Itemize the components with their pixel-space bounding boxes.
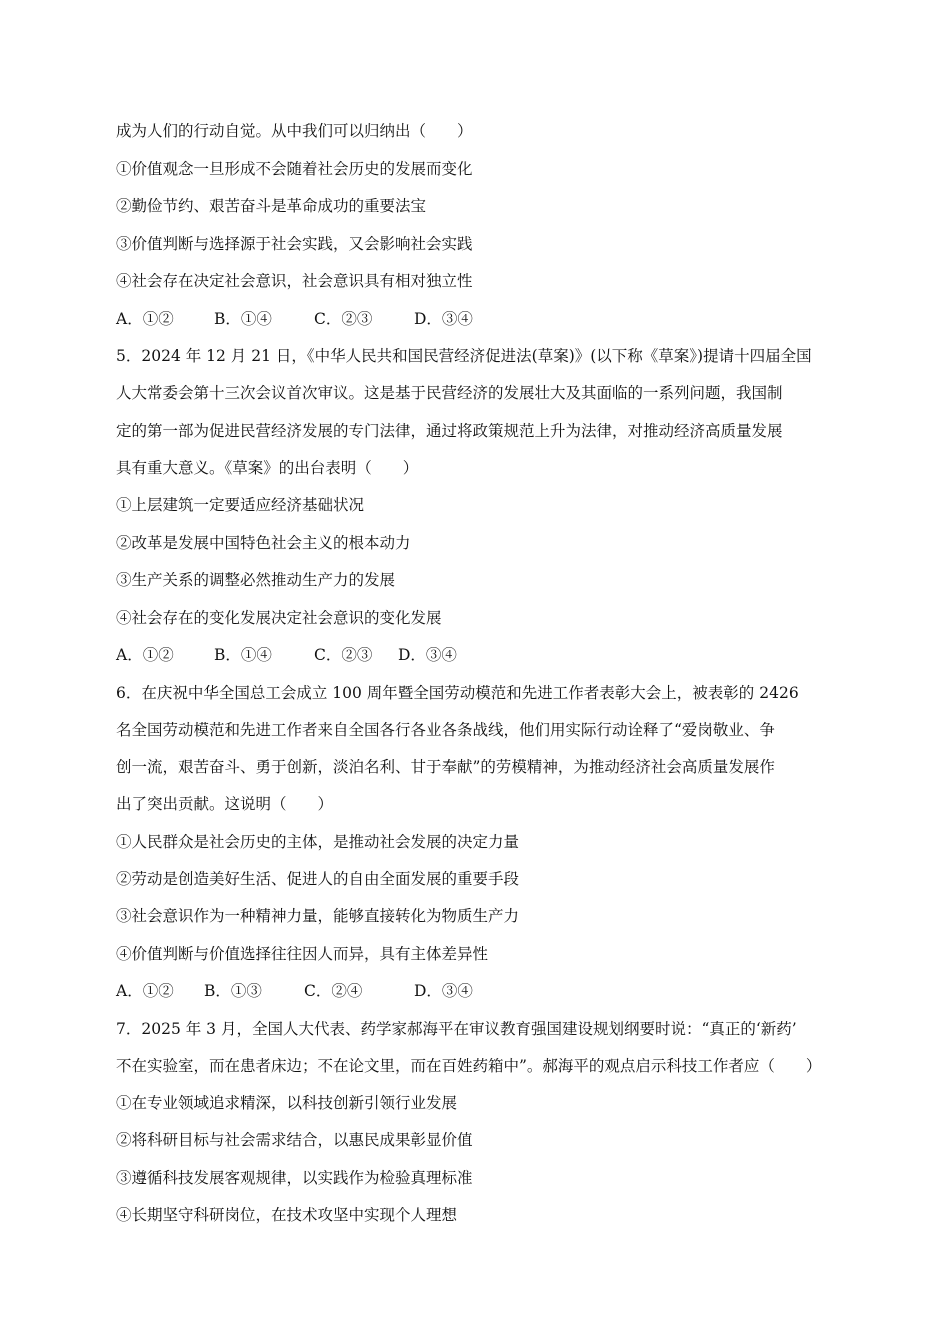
q7-stem-line-1: 7．2025 年 3 月，全国人大代表、药学家郝海平在审议教育强国建设规划纲要时说：“真正的‘新药’ — [116, 1020, 797, 1038]
q6-stem-line-1: 6．在庆祝中华全国总工会成立 100 周年暨全国劳动模范和先进工作者表彰大会上，被表彰的 2426 — [116, 684, 799, 702]
q6-choice-c: C．②④ — [304, 982, 363, 1000]
q4-stem-tail: 成为人们的行动自觉。从中我们可以归纳出（ ） — [116, 122, 473, 140]
q4-choice-d: D．③④ — [414, 310, 473, 328]
q7-option-3: ③遵循科技发展客观规律，以实践作为检验真理标准 — [116, 1169, 473, 1187]
q4-option-2: ②勤俭节约、艰苦奋斗是革命成功的重要法宝 — [116, 197, 427, 215]
q6-stem-line-3: 创一流，艰苦奋斗、勇于创新，淡泊名利、甘于奉献”的劳模精神，为推动经济社会高质量发展作 — [116, 758, 775, 776]
q5-choice-d: D．③④ — [398, 646, 457, 664]
q5-stem-line-3: 定的第一部为促进民营经济发展的专门法律，通过将政策规范上升为法律，对推动经济高质量发展 — [116, 422, 783, 440]
q5-stem-line-4: 具有重大意义。《草案》的出台表明（ ） — [116, 459, 419, 477]
q6-choices — [116, 980, 473, 1002]
q6-stem-line-4: 出了突出贡献。这说明（ ） — [116, 795, 334, 813]
q7-option-4: ④长期坚守科研岗位，在技术攻坚中实现个人理想 — [116, 1206, 458, 1224]
q5-choices — [116, 644, 457, 666]
q5-option-3: ③生产关系的调整必然推动生产力的发展 — [116, 571, 396, 589]
q5-choice-c: C．②③ — [314, 646, 373, 664]
q5-option-4: ④社会存在的变化发展决定社会意识的变化发展 — [116, 609, 442, 627]
q6-choice-b: B．①③ — [204, 982, 262, 1000]
q6-choice-a: A．①② — [116, 982, 174, 1000]
q4-choice-a: A．①② — [116, 310, 174, 328]
q4-option-3: ③价值判断与选择源于社会实践，又会影响社会实践 — [116, 235, 473, 253]
q4-option-1: ①价值观念一旦形成不会随着社会历史的发展而变化 — [116, 160, 473, 178]
q5-stem-line-2: 人大常委会第十三次会议首次审议。这是基于民营经济的发展壮大及其面临的一系列问题，我国制 — [116, 384, 783, 402]
q5-stem-line-1: 5．2024 年 12 月 21 日，《中华人民共和国民营经济促进法(草案)》(以下称《草案》)提请十四届全国 — [116, 347, 812, 365]
q5-option-2: ②改革是发展中国特色社会主义的根本动力 — [116, 534, 411, 552]
q5-option-1: ①上层建筑一定要适应经济基础状况 — [116, 496, 365, 514]
q7-option-2: ②将科研目标与社会需求结合，以惠民成果彰显价值 — [116, 1131, 473, 1149]
q4-option-4: ④社会存在决定社会意识，社会意识具有相对独立性 — [116, 272, 473, 290]
q4-choice-c: C．②③ — [314, 310, 373, 328]
q7-option-1: ①在专业领域追求精深，以科技创新引领行业发展 — [116, 1094, 458, 1112]
q6-choice-d: D．③④ — [414, 982, 473, 1000]
q6-stem-line-2: 名全国劳动模范和先进工作者来自全国各行各业各条战线，他们用实际行动诠释了“爱岗敬业、争 — [116, 721, 775, 739]
q7-stem-line-2: 不在实验室，而在患者床边；不在论文里，而在百姓药箱中”。郝海平的观点启示科技工作者应（ ） — [116, 1057, 822, 1075]
q4-choice-b: B．①④ — [214, 310, 272, 328]
q5-choice-b: B．①④ — [214, 646, 272, 664]
q4-choices — [116, 308, 473, 330]
q5-choice-a: A．①② — [116, 646, 174, 664]
q6-option-2: ②劳动是创造美好生活、促进人的自由全面发展的重要手段 — [116, 870, 520, 888]
q6-option-4: ④价值判断与价值选择往往因人而异，具有主体差异性 — [116, 945, 489, 963]
q6-option-1: ①人民群众是社会历史的主体，是推动社会发展的决定力量 — [116, 833, 520, 851]
q6-option-3: ③社会意识作为一种精神力量，能够直接转化为物质生产力 — [116, 907, 520, 925]
